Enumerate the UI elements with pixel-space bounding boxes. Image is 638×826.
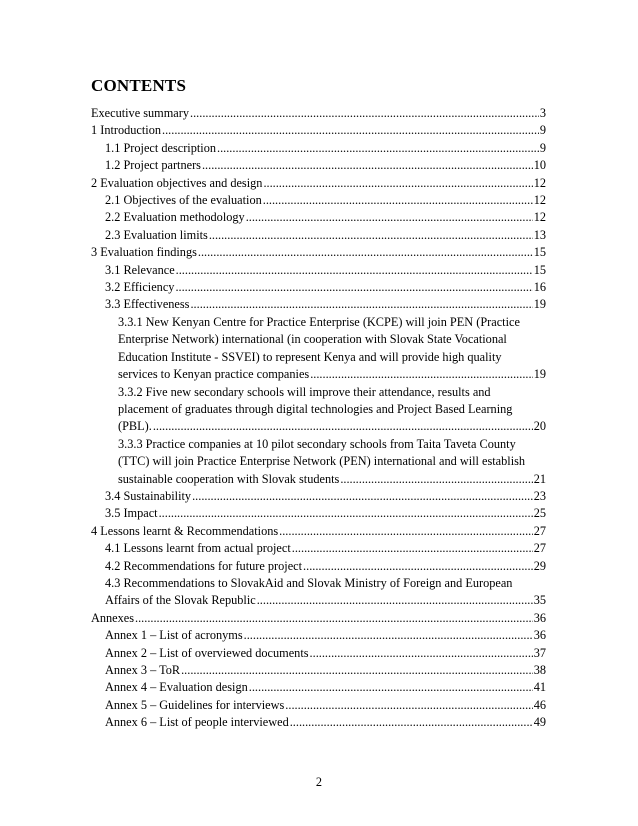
toc-entry-title: services to Kenyan practice companies bbox=[118, 367, 310, 382]
toc-entry-page: 41 bbox=[533, 680, 546, 695]
toc-entry-page: 23 bbox=[533, 488, 546, 503]
dot-leader bbox=[263, 192, 533, 209]
toc-entry-title: 4.1 Lessons learnt from actual project bbox=[105, 541, 291, 556]
toc-entry-text-line: 3.3.2 Five new secondary schools will improve their attendance, results and bbox=[118, 384, 491, 399]
toc-entry-title: Executive summary bbox=[91, 106, 190, 120]
toc-entry-title: 1.1 Project description bbox=[105, 140, 216, 155]
dot-leader bbox=[249, 679, 533, 696]
toc-entry-title: 3.2 Efficiency bbox=[105, 280, 175, 295]
dot-leader bbox=[257, 592, 533, 609]
toc-entry-page: 27 bbox=[533, 541, 546, 556]
dot-leader bbox=[162, 122, 539, 139]
toc-entry[interactable] bbox=[91, 244, 546, 261]
toc-entry[interactable] bbox=[91, 262, 546, 279]
dot-leader bbox=[192, 488, 533, 505]
toc-entry[interactable] bbox=[91, 279, 546, 296]
dot-leader bbox=[176, 262, 533, 279]
dot-leader bbox=[310, 366, 533, 383]
toc-entry[interactable] bbox=[91, 436, 546, 488]
toc-entry-text-line: 3.3.3 Practice companies at 10 pilot secondary schools from Taita Taveta County bbox=[118, 436, 516, 451]
toc-entry[interactable] bbox=[91, 679, 546, 696]
toc-entry-page: 49 bbox=[533, 715, 546, 730]
toc-entry-page: 19 bbox=[533, 367, 546, 382]
toc-entry-title: (PBL). bbox=[118, 419, 152, 434]
toc-entry-text-line: 4.3 Recommendations to SlovakAid and Slovak Ministry of Foreign and European bbox=[105, 575, 513, 590]
toc-entry[interactable] bbox=[91, 175, 546, 192]
toc-entry-title: 2.2 Evaluation methodology bbox=[105, 210, 245, 225]
dot-leader bbox=[263, 175, 532, 192]
toc-entry-title: 2.1 Objectives of the evaluation bbox=[105, 193, 262, 208]
toc-entry-page: 16 bbox=[533, 280, 546, 295]
toc-entry-title: 4.2 Recommendations for future project bbox=[105, 558, 303, 573]
toc-entry-title: 3.1 Relevance bbox=[105, 262, 175, 277]
toc-entry[interactable] bbox=[91, 157, 546, 174]
toc-entry[interactable] bbox=[91, 227, 546, 244]
toc-entry-title: 1 Introduction bbox=[91, 123, 162, 138]
toc-entry[interactable] bbox=[91, 505, 546, 522]
toc-entry-text-line: Education Institute - SSVEI) to represent Kenya and will provide high quality bbox=[118, 349, 502, 364]
toc-entry-page: 3 bbox=[539, 106, 546, 120]
table-of-contents bbox=[91, 105, 546, 732]
dot-leader bbox=[190, 105, 539, 122]
toc-entry-title: 3.3 Effectiveness bbox=[105, 297, 190, 312]
toc-entry[interactable] bbox=[91, 540, 546, 557]
toc-entry-page: 25 bbox=[533, 506, 546, 521]
toc-entry[interactable] bbox=[91, 523, 546, 540]
toc-entry-title: 3.4 Sustainability bbox=[105, 488, 192, 503]
toc-entry-title: 4 Lessons learnt & Recommendations bbox=[91, 523, 279, 538]
dot-leader bbox=[202, 157, 533, 174]
dot-leader bbox=[285, 697, 532, 714]
toc-entry[interactable] bbox=[91, 627, 546, 644]
dot-leader bbox=[244, 627, 533, 644]
toc-entry-text-line: 3.3.1 New Kenyan Centre for Practice Enterprise (KCPE) will join PEN (Practice bbox=[118, 314, 520, 329]
toc-entry-page: 21 bbox=[533, 471, 546, 486]
page-title: CONTENTS bbox=[91, 76, 187, 95]
dot-leader bbox=[292, 540, 533, 557]
toc-entry-text-line: (TTC) will join Practice Enterprise Network (PEN) international and will establish bbox=[118, 454, 526, 469]
toc-entry-page: 15 bbox=[533, 262, 546, 277]
toc-entry-page: 19 bbox=[533, 297, 546, 312]
dot-leader bbox=[209, 227, 533, 244]
dot-leader bbox=[217, 140, 539, 157]
toc-entry-title: Annex 1 – List of acronyms bbox=[105, 628, 243, 643]
dot-leader bbox=[303, 558, 533, 575]
toc-entry-page: 29 bbox=[533, 558, 546, 573]
dot-leader bbox=[198, 244, 533, 261]
toc-entry-title: Annex 2 – List of overviewed documents bbox=[105, 645, 309, 660]
toc-entry-text-line: Enterprise Network) international (in cooperation with Slovak State Vocational bbox=[118, 332, 507, 347]
toc-entry-title: Annex 4 – Evaluation design bbox=[105, 680, 248, 695]
toc-entry[interactable] bbox=[91, 209, 546, 226]
toc-entry-title: 2 Evaluation objectives and design bbox=[91, 175, 263, 190]
toc-entry-page: 36 bbox=[533, 610, 546, 625]
toc-entry-page: 27 bbox=[533, 523, 546, 538]
dot-leader bbox=[279, 523, 533, 540]
toc-entry-page: 35 bbox=[533, 593, 546, 608]
dot-leader bbox=[190, 296, 532, 313]
toc-entry-title: Annex 5 – Guidelines for interviews bbox=[105, 697, 285, 712]
dot-leader bbox=[175, 279, 532, 296]
toc-entry[interactable] bbox=[91, 192, 546, 209]
toc-entry[interactable] bbox=[91, 122, 546, 139]
toc-entry-page: 9 bbox=[539, 123, 546, 138]
toc-entry[interactable] bbox=[91, 296, 546, 313]
dot-leader bbox=[181, 662, 533, 679]
toc-entry-title: Affairs of the Slovak Republic bbox=[105, 593, 256, 608]
toc-entry-page: 15 bbox=[533, 245, 546, 260]
toc-entry-title: 3 Evaluation findings bbox=[91, 245, 197, 260]
toc-entry-title: sustainable cooperation with Slovak students bbox=[118, 471, 340, 486]
dot-leader bbox=[290, 714, 533, 731]
toc-entry-page: 13 bbox=[533, 227, 546, 242]
toc-entry[interactable] bbox=[91, 488, 546, 505]
toc-entry-page: 46 bbox=[533, 697, 546, 712]
toc-entry[interactable] bbox=[91, 662, 546, 679]
toc-entry-page: 10 bbox=[533, 158, 546, 173]
toc-entry[interactable] bbox=[91, 314, 546, 384]
toc-entry-page: 20 bbox=[533, 419, 546, 434]
toc-entry-title: 2.3 Evaluation limits bbox=[105, 227, 208, 242]
toc-entry[interactable] bbox=[91, 645, 546, 662]
dot-leader bbox=[159, 505, 533, 522]
toc-entry[interactable] bbox=[91, 140, 546, 157]
toc-entry-title: Annex 3 – ToR bbox=[105, 663, 181, 677]
dot-leader bbox=[153, 418, 533, 435]
toc-entry[interactable] bbox=[91, 714, 546, 731]
dot-leader bbox=[135, 610, 533, 627]
toc-entry-title: 3.5 Impact bbox=[105, 506, 158, 521]
toc-entry-page: 37 bbox=[533, 645, 546, 660]
toc-entry-page: 12 bbox=[533, 210, 546, 225]
toc-entry-title: 1.2 Project partners bbox=[105, 158, 201, 173]
toc-entry[interactable] bbox=[91, 105, 546, 122]
toc-entry-text-line: placement of graduates through digital technologies and Project Based Learning bbox=[118, 401, 513, 416]
page-number: 2 bbox=[315, 775, 323, 789]
toc-entry[interactable] bbox=[91, 558, 546, 575]
dot-leader bbox=[310, 645, 533, 662]
toc-entry-page: 12 bbox=[533, 193, 546, 208]
toc-entry-title: Annexes bbox=[91, 610, 135, 625]
toc-entry[interactable] bbox=[91, 384, 546, 436]
dot-leader bbox=[246, 209, 533, 226]
toc-entry-page: 36 bbox=[533, 628, 546, 643]
toc-entry-title: Annex 6 – List of people interviewed bbox=[105, 715, 289, 730]
toc-entry[interactable] bbox=[91, 575, 546, 610]
toc-entry-page: 38 bbox=[533, 663, 546, 677]
toc-entry-page: 12 bbox=[533, 175, 546, 190]
toc-entry[interactable] bbox=[91, 610, 546, 627]
toc-entry-page: 9 bbox=[539, 140, 546, 155]
dot-leader bbox=[340, 471, 532, 488]
toc-entry[interactable] bbox=[91, 697, 546, 714]
